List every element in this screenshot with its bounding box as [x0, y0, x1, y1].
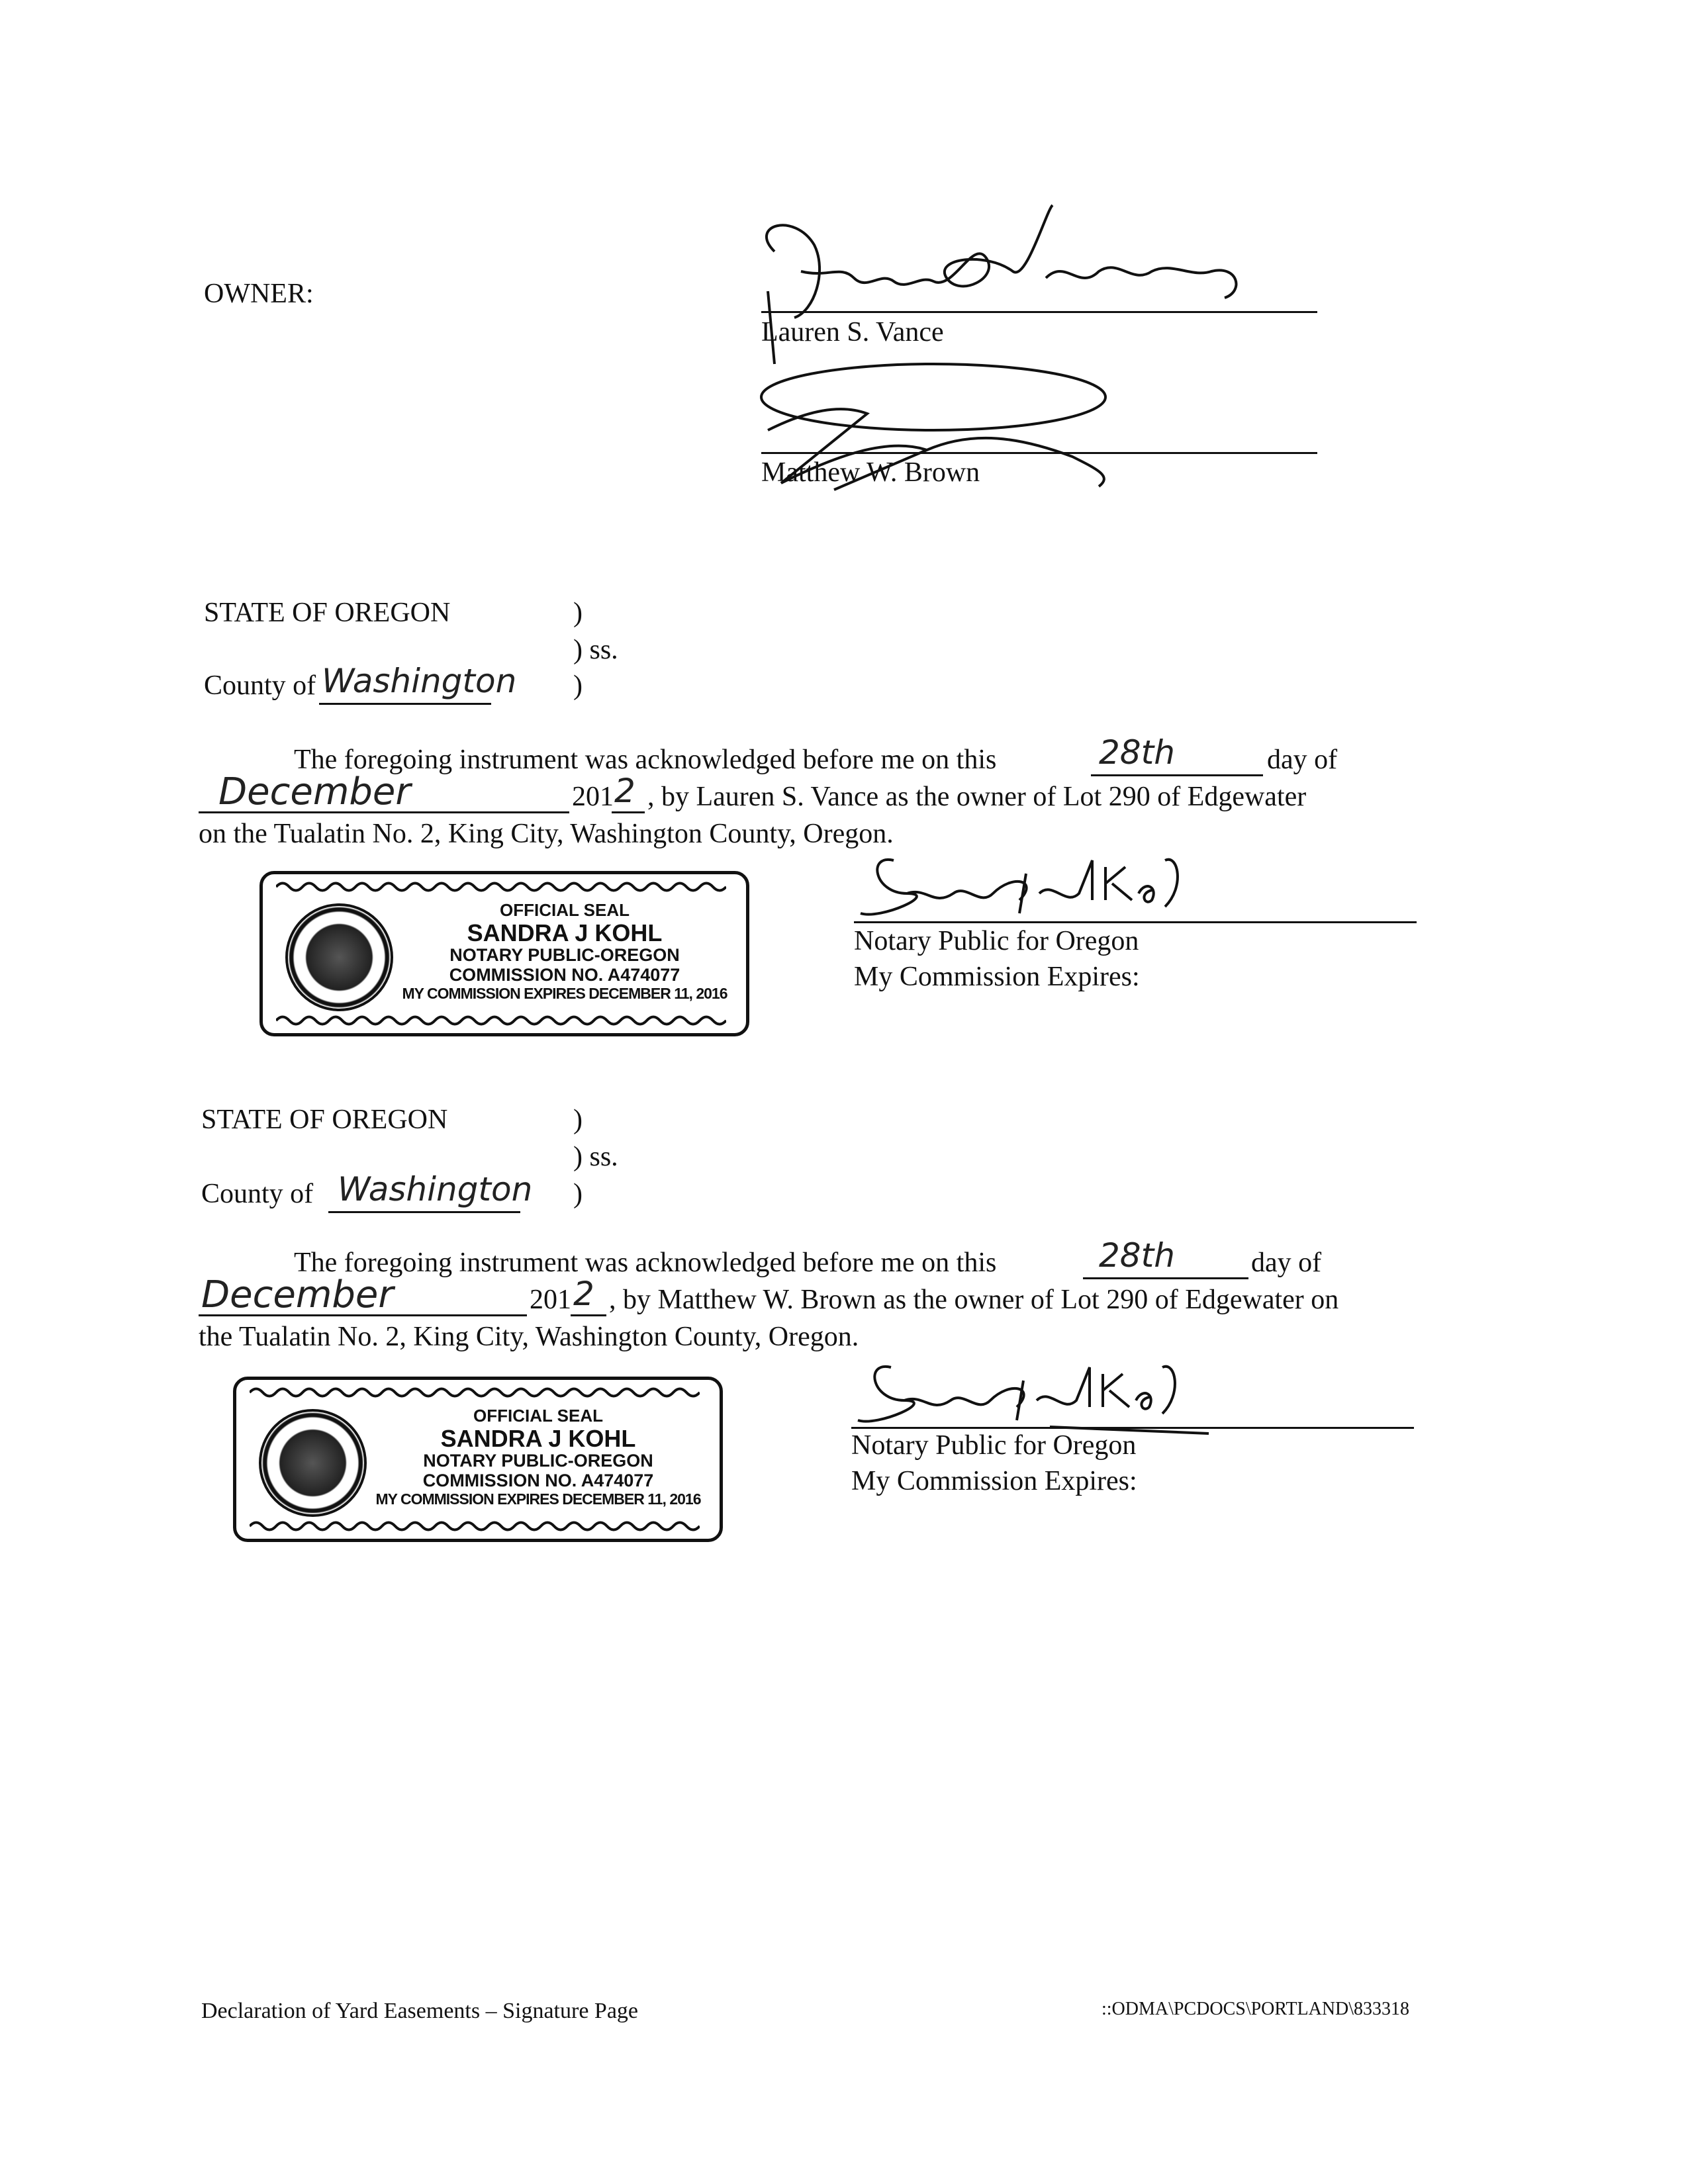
ack-text-2: , by Lauren S. Vance as the owner of Lot 290 of Edgewater — [647, 782, 1307, 812]
seal-border-bottom — [276, 1013, 726, 1028]
notary-title: Notary Public for Oregon — [851, 1430, 1137, 1461]
year-handwritten: 2 — [614, 772, 635, 810]
month-line — [199, 1314, 527, 1316]
paren: ) — [573, 1105, 583, 1135]
seal-line5: MY COMMISSION EXPIRES DECEMBER 11, 2016 — [402, 984, 727, 1002]
owner1-name: Lauren S. Vance — [761, 317, 944, 347]
county-handwritten: Washington — [338, 1170, 533, 1208]
county-line — [328, 1211, 520, 1213]
owner2-signature-line — [761, 452, 1317, 454]
seal-line3: NOTARY PUBLIC-OREGON — [423, 1451, 653, 1471]
footer-title: Declaration of Yard Easements – Signature Page — [201, 1999, 638, 2023]
day-line — [1091, 774, 1263, 776]
day-handwritten: 28th — [1099, 1236, 1175, 1275]
notary-signature — [854, 847, 1225, 930]
state-seal-emblem — [285, 903, 393, 1011]
notary-title: Notary Public for Oregon — [854, 926, 1139, 956]
paren: ) — [573, 1179, 583, 1209]
commission-expires-label: My Commission Expires: — [851, 1466, 1137, 1496]
county-handwritten: Washington — [322, 662, 517, 700]
seal-line1: OFFICIAL SEAL — [473, 1406, 603, 1426]
month-handwritten: December — [218, 770, 411, 813]
year-line — [571, 1314, 606, 1316]
notary-signature-line — [854, 921, 1417, 923]
ss-label: ) ss. — [573, 635, 618, 665]
seal-line2: SANDRA J KOHL — [467, 919, 663, 946]
ack-text-3: on the Tualatin No. 2, King City, Washington County, Oregon. — [199, 819, 894, 849]
notary-signature-line — [851, 1427, 1414, 1429]
paren: ) — [573, 598, 583, 628]
paren: ) — [573, 670, 583, 701]
owner-label: OWNER: — [204, 279, 314, 309]
seal-line4: COMMISSION NO. A474077 — [422, 1470, 654, 1490]
seal-border-bottom — [250, 1519, 700, 1533]
seal-line5: MY COMMISSION EXPIRES DECEMBER 11, 2016 — [375, 1490, 701, 1508]
seal-line4: COMMISSION NO. A474077 — [449, 964, 680, 985]
month-handwritten: December — [201, 1273, 394, 1316]
notary-seal — [259, 871, 749, 1036]
ack-text-3: the Tualatin No. 2, King City, Washington County, Oregon. — [199, 1322, 859, 1352]
seal-border-top — [276, 880, 726, 894]
owner1-signature-line — [761, 311, 1317, 313]
year-handwritten: 2 — [573, 1275, 594, 1313]
county-line — [319, 703, 491, 705]
day-of-label: day of — [1267, 745, 1338, 775]
owner2-name: Matthew W. Brown — [761, 457, 980, 488]
state-label: STATE OF OREGON — [201, 1105, 448, 1135]
county-label: County of — [201, 1179, 314, 1209]
ack-text-1: The foregoing instrument was acknowledged before me on this — [294, 1248, 997, 1278]
ack-text-1: The foregoing instrument was acknowledged before me on this — [294, 745, 997, 775]
state-label: STATE OF OREGON — [204, 598, 451, 628]
county-label: County of — [204, 670, 316, 701]
seal-line1: OFFICIAL SEAL — [500, 900, 630, 920]
seal-border-top — [250, 1385, 700, 1400]
commission-expires-label: My Commission Expires: — [854, 962, 1140, 992]
seal-line2: SANDRA J KOHL — [440, 1424, 636, 1452]
notary-seal — [233, 1377, 723, 1542]
ack-text-2: , by Matthew W. Brown as the owner of Lot 290 of Edgewater on — [609, 1285, 1339, 1315]
year-prefix: 201 — [572, 782, 614, 812]
year-prefix: 201 — [530, 1285, 571, 1315]
footer-doc-path: ::ODMA\PCDOCS\PORTLAND\833318 — [1102, 1999, 1410, 2019]
month-line — [199, 811, 569, 813]
year-line — [612, 811, 645, 813]
day-of-label: day of — [1251, 1248, 1322, 1278]
state-seal-emblem — [259, 1409, 367, 1517]
day-handwritten: 28th — [1099, 733, 1175, 772]
ss-label: ) ss. — [573, 1142, 618, 1172]
day-line — [1083, 1277, 1248, 1279]
seal-line3: NOTARY PUBLIC-OREGON — [449, 945, 680, 966]
